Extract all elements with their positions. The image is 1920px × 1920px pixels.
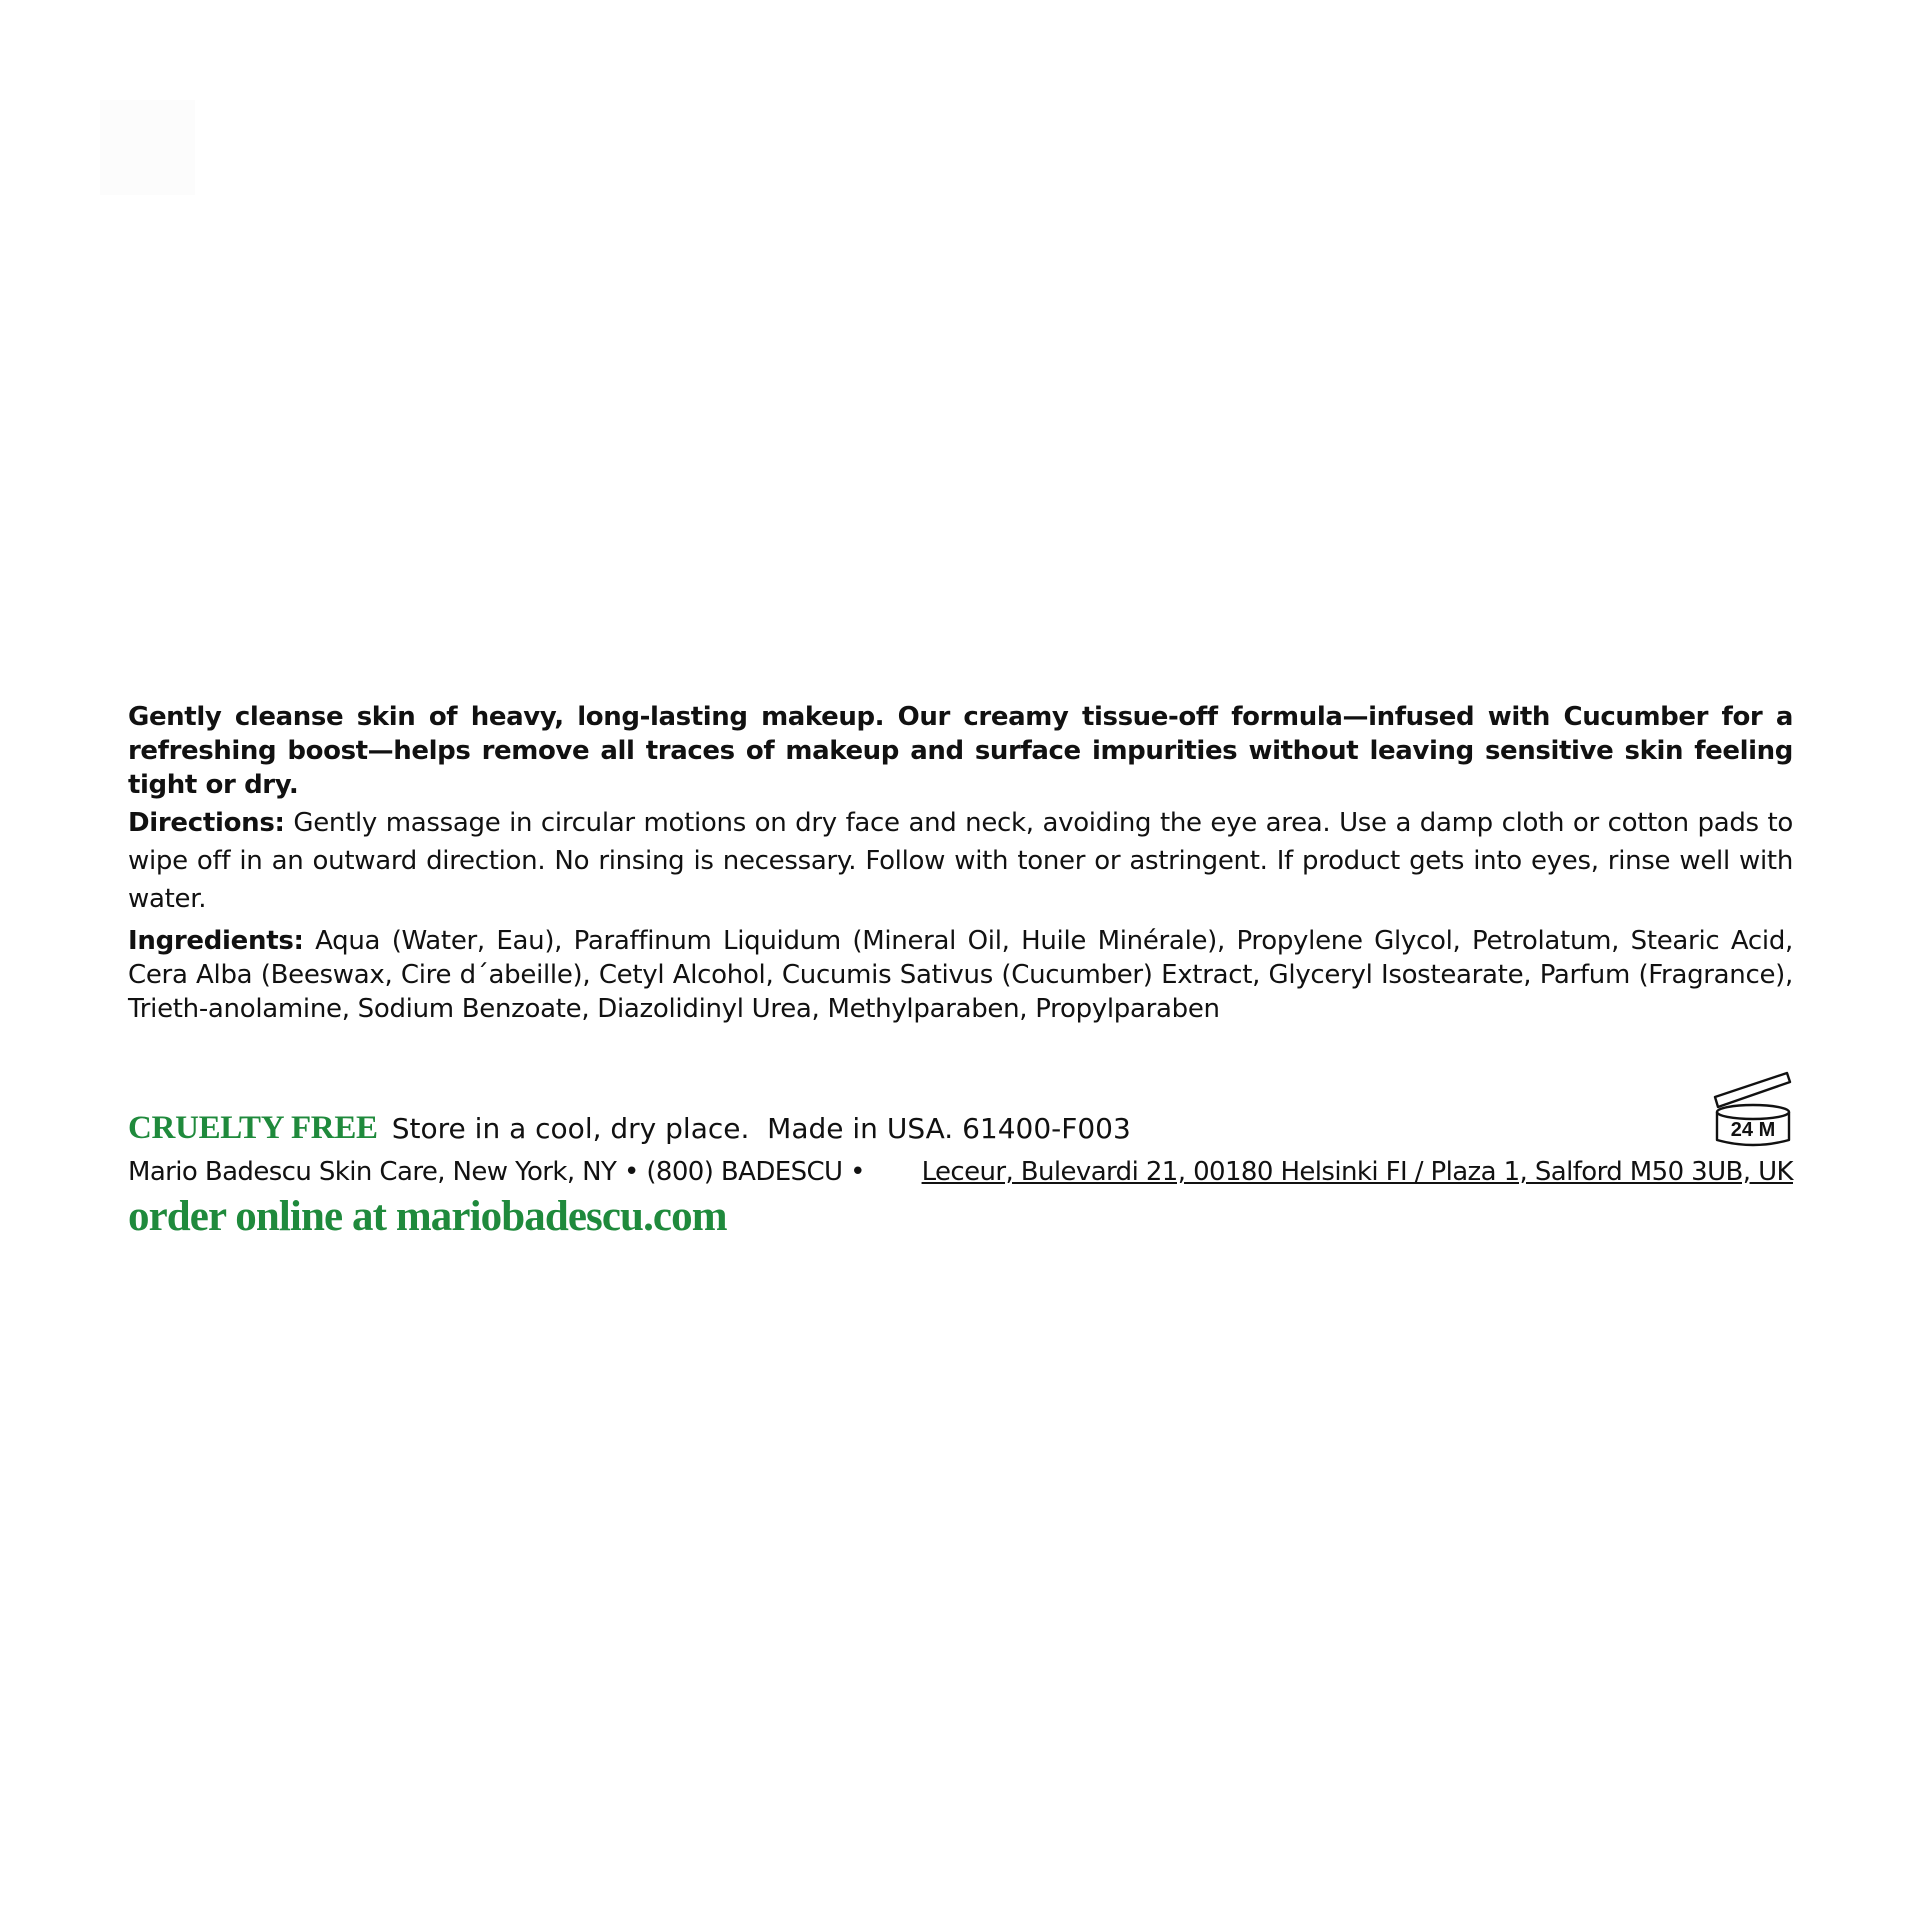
pao-months-label: 24 M (1730, 1119, 1776, 1141)
directions-paragraph (128, 804, 1793, 918)
directions-text: Gently massage in circular motions on dry face and neck, avoiding the eye area. Use a damp cloth or cotton pads to wipe off in an outward direction. No rinsing is necessary. Follow with toner or astringent. If product gets into eyes, rinse well (128, 808, 1793, 876)
order-online-text: order online at mariobadescu.com (128, 1193, 727, 1240)
directions-label: Directions: (128, 808, 285, 838)
storage-text: Store in a cool, dry place. Made in USA. 61400-F003 (391, 1112, 1131, 1145)
cruelty-free-badge: CRUELTY FREE (128, 1110, 378, 1146)
ingredients-paragraph (128, 924, 1793, 1026)
storage-line (128, 1108, 1131, 1149)
product-description: Gently cleanse skin of heavy, long-lasting makeup. Our creamy tissue-off formula—infused with Cucumber for a refreshing boost—helps remove all traces of makeup and surface impurities without leaving sensitive skin feeling tight or dry. (128, 702, 1793, 800)
label-footer (128, 1070, 1793, 1270)
product-label-text (128, 700, 1793, 1270)
ingredients-text: Aqua (Water, Eau), Paraffinum Liquidum (Mineral Oil, Huile Minérale), Propylene Glycol, Petrolatum, Stearic Acid, Cera Alba (Beeswax, Cire d´abeille), Cetyl Alcohol, Cucumis Sativus (Cucumber) Extract, Glyceryl Isostearate, Parfum (Fragrance), Trieth-anolamine, Sodium Benzoate, Diazolidinyl Urea, Methylparaben, Propylparaben (128, 926, 1793, 1024)
ingredients-label: Ingredients: (128, 926, 304, 956)
company-info: Mario Badescu Skin Care, New York, NY • (800) BADESCU • (128, 1157, 865, 1187)
faint-background-patch (100, 100, 195, 195)
directions-text-end: with water. (128, 846, 1793, 914)
period-after-opening-jar-icon (1713, 1070, 1793, 1150)
company-line (128, 1152, 1793, 1192)
eu-uk-address: Leceur, Bulevardi 21, 00180 Helsinki FI / Plaza 1, Salford M50 3UB, UK (921, 1157, 1793, 1187)
